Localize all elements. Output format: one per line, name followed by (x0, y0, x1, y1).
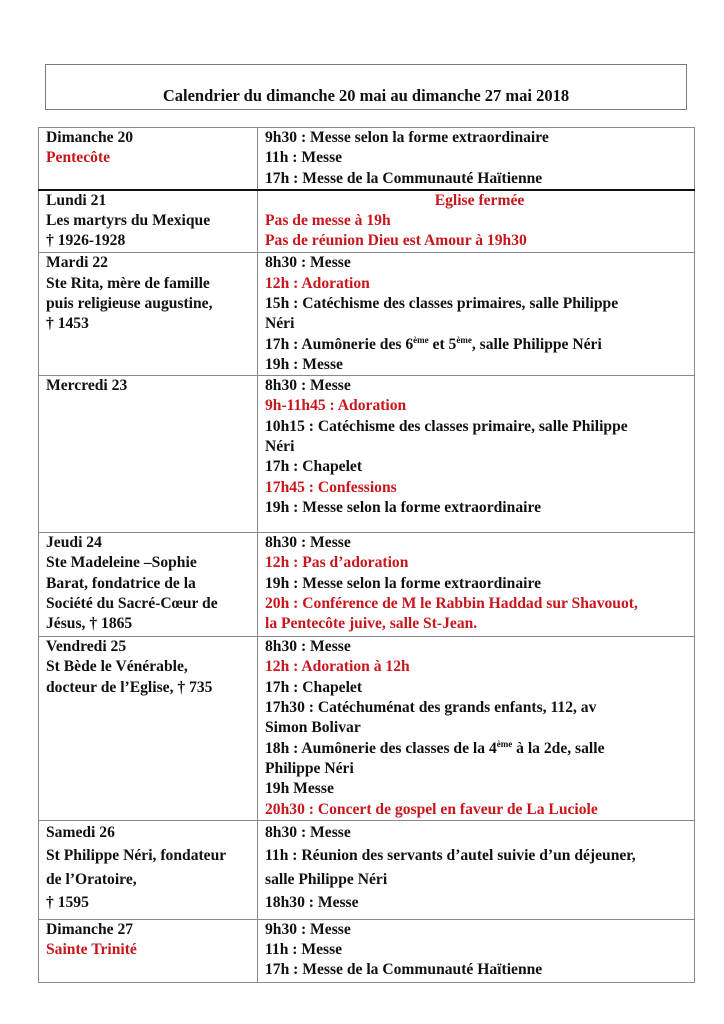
calendar-row (39, 820, 695, 919)
event-line: 17h : Messe de la Communauté Haïtienne (265, 169, 543, 187)
event-line: 12h : Adoration à 12h (265, 658, 410, 676)
event-line: 18h : Aumônerie des classes de la 4ème à la 2de, salle (265, 738, 605, 757)
day-cell (39, 190, 258, 253)
ordinal-superscript: ème (496, 738, 513, 749)
event-line: 17h : Chapelet (265, 458, 363, 476)
event-line: 17h : Messe de la Communauté Haïtienne (265, 961, 543, 979)
events-cell (258, 533, 695, 637)
event-line: 9h30 : Messe selon la forme extraordinaire (265, 129, 549, 146)
day-label: Mercredi 23 (46, 377, 128, 395)
event-line: Pas de réunion Dieu est Amour à 19h30 (265, 232, 527, 250)
event-line: 11h : Messe (265, 149, 343, 167)
event-line: 8h30 : Messe (265, 823, 351, 841)
day-label: Dimanche 20 (46, 129, 134, 146)
saint-label: Ste Madeleine –Sophie (46, 554, 197, 572)
events-cell (258, 919, 695, 982)
events-cell (258, 128, 695, 190)
calendar-table (38, 127, 695, 983)
event-line: 20h : Conférence de M le Rabbin Haddad sur Shavouot, (265, 595, 638, 613)
event-line: 17h : Aumônerie des 6ème et 5ème, salle Philippe Néri (265, 334, 602, 353)
day-cell (39, 128, 258, 190)
saint-label: Les martyrs du Mexique (46, 212, 211, 230)
event-line: 9h30 : Messe (265, 920, 351, 938)
day-cell (39, 919, 258, 982)
event-line: 15h : Catéchisme des classes primaires, salle Philippe (265, 294, 619, 312)
saint-label: † 1595 (46, 894, 89, 912)
event-line: la Pentecôte juive, salle St-Jean. (265, 615, 478, 633)
event-line: 19h : Messe selon la forme extraordinaire (265, 498, 542, 516)
event-line: Simon Bolivar (265, 719, 361, 737)
calendar-body (39, 128, 695, 983)
events-cell (258, 253, 695, 376)
event-line: 19h Messe (265, 780, 334, 798)
calendar-row (39, 919, 695, 982)
saint-label: docteur de l’Eglise, † 735 (46, 678, 213, 696)
day-label: Mardi 22 (46, 254, 108, 272)
day-cell (39, 820, 258, 919)
day-label: Dimanche 27 (46, 920, 134, 938)
day-cell (39, 533, 258, 637)
saint-label: Ste Rita, mère de famille (46, 274, 210, 292)
event-line: Néri (265, 315, 295, 333)
saint-label: Barat, fondatrice de la (46, 574, 196, 592)
events-cell (258, 820, 695, 919)
event-line: salle Philippe Néri (265, 870, 388, 888)
ordinal-superscript: ème (413, 334, 429, 345)
calendar-row (39, 253, 695, 376)
ordinal-superscript: ème (456, 334, 472, 345)
event-line: 8h30 : Messe (265, 638, 351, 656)
calendar-row (39, 533, 695, 637)
calendar-row (39, 637, 695, 821)
day-label: Samedi 26 (46, 823, 115, 841)
day-label: Lundi 21 (46, 191, 107, 209)
day-label: Jeudi 24 (46, 534, 102, 552)
feast-label: Pentecôte (46, 149, 111, 167)
event-line: 11h : Messe (265, 941, 343, 959)
event-line: 17h : Chapelet (265, 678, 363, 696)
event-line: Eglise fermée (434, 191, 525, 209)
title-box (45, 64, 687, 110)
calendar-row (39, 376, 695, 533)
day-cell (39, 637, 258, 821)
saint-label: † 1926-1928 (46, 232, 126, 250)
saint-label: St Bède le Vénérable, (46, 658, 188, 676)
event-line: 12h : Pas d’adoration (265, 554, 409, 572)
day-cell (39, 253, 258, 376)
event-line: 10h15 : Catéchisme des classes primaire, salle Philippe (265, 417, 628, 435)
event-line: 17h45 : Confessions (265, 478, 397, 496)
saint-label: Société du Sacré-Cœur de (46, 595, 218, 613)
calendar-row (39, 190, 695, 253)
event-line: 19h : Messe (265, 355, 343, 373)
saint-label: puis religieuse augustine, (46, 294, 213, 312)
calendar-row (39, 128, 695, 190)
saint-label: de l’Oratoire, (46, 870, 137, 888)
page-title: Calendrier du dimanche 20 mai au dimanche 27 mai 2018 (162, 86, 570, 105)
day-cell (39, 376, 258, 533)
event-line: Philippe Néri (265, 759, 354, 777)
event-line: Néri (265, 438, 295, 456)
events-cell (258, 190, 695, 253)
event-line: 11h : Réunion des servants d’autel suivie d’un déjeuner, (265, 847, 636, 865)
events-cell (258, 637, 695, 821)
event-line: 17h30 : Catéchuménat des grands enfants, 112, av (265, 699, 597, 717)
event-line: 9h-11h45 : Adoration (265, 397, 407, 415)
saint-label: St Philippe Néri, fondateur (46, 847, 227, 865)
event-line: Pas de messe à 19h (265, 212, 391, 230)
event-line: 8h30 : Messe (265, 534, 351, 552)
event-line: 19h : Messe selon la forme extraordinaire (265, 574, 542, 592)
saint-label: Jésus, † 1865 (46, 615, 133, 633)
event-line: 18h30 : Messe (265, 894, 359, 912)
day-label: Vendredi 25 (46, 638, 127, 656)
feast-label: Sainte Trinité (46, 941, 137, 959)
events-cell (258, 376, 695, 533)
event-line: 20h30 : Concert de gospel en faveur de La Luciole (265, 800, 598, 818)
event-line: 12h : Adoration (265, 274, 370, 292)
event-line: 8h30 : Messe (265, 254, 351, 272)
saint-label: † 1453 (46, 315, 89, 333)
event-line: 8h30 : Messe (265, 377, 351, 395)
